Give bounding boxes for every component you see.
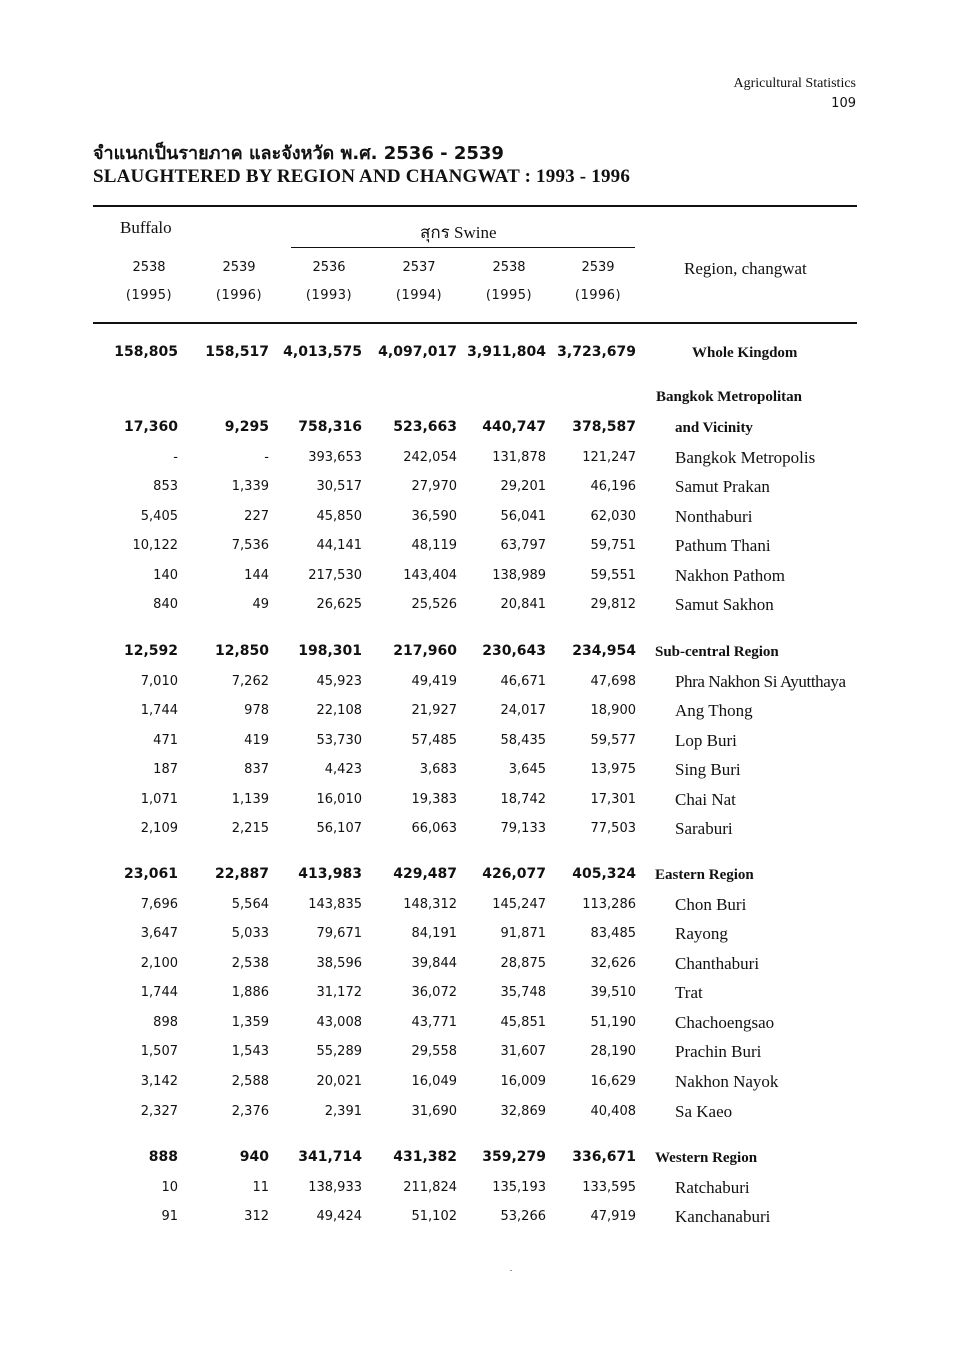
year-header-swine-1994: 2537 (1994) [395,260,443,303]
cell-swine-1993: 4,423 [324,762,362,777]
cell-buffalo-1995: 158,805 [114,344,178,360]
cell-buffalo-1996: 22,887 [214,866,269,882]
cell-swine-1996: 133,595 [582,1180,636,1195]
cell-swine-1995: 56,041 [500,509,546,524]
cell-swine-1994: 31,690 [411,1104,457,1119]
cell-swine-1993: 413,983 [298,866,362,882]
cell-swine-1995: 32,869 [500,1104,546,1119]
cell-swine-1994: 25,526 [411,597,457,612]
row-label: Ratchaburi [675,1178,750,1197]
cell-swine-1995: 31,607 [500,1044,546,1059]
cell-swine-1996: 47,698 [590,674,636,689]
row-label: Chon Buri [675,895,747,914]
cell-buffalo-1995: 853 [153,479,178,494]
table-row [0,1100,966,1126]
cell-swine-1994: 429,487 [393,866,457,882]
cell-swine-1993: 45,923 [316,674,362,689]
cell-buffalo-1996: 5,564 [231,897,269,912]
table-row [0,817,966,843]
table-row [0,475,966,501]
row-label: Prachin Buri [675,1042,762,1061]
cell-swine-1993: 43,008 [316,1015,362,1030]
cell-swine-1993: 22,108 [316,703,362,718]
table-row [0,1011,966,1037]
row-label: Sub-central Region [655,644,779,660]
cell-swine-1993: 38,596 [316,956,362,971]
row-label: Sing Buri [675,760,741,779]
cell-buffalo-1995: 2,109 [140,821,178,836]
row-label: Lop Buri [675,731,737,750]
cell-swine-1994: 4,097,017 [378,344,457,360]
table-row [0,1070,966,1096]
cell-buffalo-1996: 144 [244,568,269,583]
cell-swine-1994: 57,485 [411,733,457,748]
cell-buffalo-1996: 9,295 [224,419,269,435]
cell-swine-1996: 62,030 [590,509,636,524]
row-label: Sa Kaeo [675,1102,733,1121]
table-row [0,699,966,725]
cell-swine-1994: 48,119 [411,538,457,553]
cell-swine-1995: 45,851 [500,1015,546,1030]
cell-swine-1993: 31,172 [316,985,362,1000]
row-label: Rayong [675,924,728,943]
table-row [0,1040,966,1066]
cell-swine-1993: 198,301 [298,643,362,659]
cell-swine-1993: 138,933 [308,1180,362,1195]
table-top-rule [93,205,857,207]
cell-swine-1996: 13,975 [590,762,636,777]
cell-buffalo-1996: 7,262 [231,674,269,689]
cell-buffalo-1995: 3,647 [140,926,178,941]
row-label: Kanchanaburi [675,1207,771,1226]
cell-swine-1996: 46,196 [590,479,636,494]
swine-column-group-label: สุกร Swine [420,223,497,242]
cell-buffalo-1996: 1,139 [231,792,269,807]
cell-swine-1995: 3,911,804 [467,344,546,360]
cell-buffalo-1996: 2,376 [231,1104,269,1119]
cell-buffalo-1996: 2,538 [231,956,269,971]
row-label: Whole Kingdom [692,345,798,361]
cell-buffalo-1996: 978 [244,703,269,718]
cell-swine-1993: 16,010 [316,792,362,807]
cell-swine-1995: 53,266 [500,1209,546,1224]
year-header-swine-1996: 2539 (1996) [574,260,622,303]
cell-swine-1996: 59,577 [590,733,636,748]
cell-swine-1994: 51,102 [411,1209,457,1224]
table-row [0,446,966,472]
cell-buffalo-1996: 1,359 [231,1015,269,1030]
cell-swine-1995: 58,435 [500,733,546,748]
row-label: Eastern Region [655,867,754,883]
cell-buffalo-1996: 7,536 [231,538,269,553]
cell-swine-1996: 32,626 [590,956,636,971]
publication-title: Agricultural Statistics [733,76,856,91]
cell-buffalo-1996: 419 [244,733,269,748]
cell-buffalo-1996: 158,517 [205,344,269,360]
cell-swine-1996: 77,503 [590,821,636,836]
table-row [0,981,966,1007]
cell-buffalo-1996: 2,215 [231,821,269,836]
cell-swine-1995: 29,201 [500,479,546,494]
cell-swine-1994: 21,927 [411,703,457,718]
row-label: Nakhon Nayok [675,1072,779,1091]
cell-buffalo-1996: 1,886 [231,985,269,1000]
table-row [0,729,966,755]
table-row [0,670,966,696]
cell-buffalo-1995: 3,142 [140,1074,178,1089]
cell-buffalo-1996: 312 [244,1209,269,1224]
cell-swine-1993: 30,517 [316,479,362,494]
row-label: Chai Nat [675,790,736,809]
table-row [0,640,966,666]
cell-swine-1996: 234,954 [572,643,636,659]
year-header-swine-1993: 2536 (1993) [305,260,353,303]
cell-swine-1993: 20,021 [316,1074,362,1089]
cell-buffalo-1995: 1,507 [140,1044,178,1059]
table-row [0,505,966,531]
row-label: Nakhon Pathom [675,566,786,585]
cell-swine-1994: 43,771 [411,1015,457,1030]
region-column-header: Region, changwat [684,259,807,278]
table-row [0,922,966,948]
year-header-buffalo-1996: 2539 (1996) [215,260,263,303]
buffalo-column-group-label: Buffalo [120,218,172,237]
table-row [0,1176,966,1202]
cell-swine-1996: 3,723,679 [557,344,636,360]
cell-swine-1993: 45,850 [316,509,362,524]
cell-swine-1993: 143,835 [308,897,362,912]
cell-swine-1995: 138,989 [492,568,546,583]
cell-buffalo-1995: 888 [148,1149,178,1165]
cell-swine-1996: 378,587 [572,419,636,435]
cell-swine-1996: 51,190 [590,1015,636,1030]
cell-swine-1993: 341,714 [298,1149,362,1165]
cell-swine-1995: 426,077 [482,866,546,882]
table-row [0,788,966,814]
cell-swine-1995: 35,748 [500,985,546,1000]
table-row [0,416,966,442]
cell-swine-1994: 29,558 [411,1044,457,1059]
cell-swine-1996: 405,324 [572,866,636,882]
cell-swine-1995: 145,247 [492,897,546,912]
cell-swine-1996: 39,510 [590,985,636,1000]
cell-buffalo-1995: 12,592 [123,643,178,659]
table-header-rule [93,322,857,324]
region-label-line1: Bangkok Metropolitan [656,389,802,405]
cell-swine-1994: 36,590 [411,509,457,524]
table-row [0,893,966,919]
cell-buffalo-1996: 49 [252,597,269,612]
row-label: Saraburi [675,819,733,838]
cell-buffalo-1996: 5,033 [231,926,269,941]
table-row [0,534,966,560]
cell-swine-1994: 242,054 [403,450,457,465]
cell-buffalo-1995: 1,744 [140,985,178,1000]
row-label: Nonthaburi [675,507,753,526]
cell-swine-1994: 148,312 [403,897,457,912]
running-header [734,74,856,114]
cell-swine-1995: 131,878 [492,450,546,465]
year-header-buffalo-1995: 2538 (1995) [125,260,173,303]
cell-swine-1993: 44,141 [316,538,362,553]
cell-swine-1994: 431,382 [393,1149,457,1165]
cell-swine-1995: 440,747 [482,419,546,435]
cell-buffalo-1995: 187 [153,762,178,777]
row-label: Trat [675,983,703,1002]
cell-buffalo-1995: 5,405 [140,509,178,524]
cell-swine-1995: 20,841 [500,597,546,612]
cell-swine-1995: 91,871 [500,926,546,941]
table-row [0,863,966,889]
cell-buffalo-1995: 10,122 [132,538,178,553]
cell-swine-1996: 59,551 [590,568,636,583]
cell-swine-1995: 230,643 [482,643,546,659]
cell-swine-1993: 2,391 [324,1104,362,1119]
cell-swine-1994: 36,072 [411,985,457,1000]
cell-swine-1994: 523,663 [393,419,457,435]
cell-swine-1995: 28,875 [500,956,546,971]
cell-buffalo-1995: 471 [153,733,178,748]
cell-swine-1994: 16,049 [411,1074,457,1089]
cell-swine-1996: 336,671 [572,1149,636,1165]
cell-swine-1996: 40,408 [590,1104,636,1119]
cell-swine-1995: 135,193 [492,1180,546,1195]
scan-speck [510,1270,512,1271]
cell-swine-1994: 49,419 [411,674,457,689]
table-title-english: SLAUGHTERED BY REGION AND CHANGWAT : 1993 - 1996 [93,166,631,187]
cell-swine-1995: 46,671 [500,674,546,689]
cell-swine-1996: 29,812 [590,597,636,612]
cell-swine-1994: 84,191 [411,926,457,941]
cell-buffalo-1995: 91 [161,1209,178,1224]
cell-buffalo-1996: - [264,450,269,465]
row-label: Chanthaburi [675,954,760,973]
cell-swine-1995: 18,742 [500,792,546,807]
cell-swine-1995: 24,017 [500,703,546,718]
cell-buffalo-1995: 1,744 [140,703,178,718]
cell-swine-1996: 113,286 [582,897,636,912]
row-label: Phra Nakhon Si Ayutthaya [675,672,846,691]
cell-buffalo-1996: 12,850 [214,643,269,659]
cell-swine-1995: 359,279 [482,1149,546,1165]
cell-buffalo-1996: 227 [244,509,269,524]
cell-buffalo-1996: 1,543 [231,1044,269,1059]
cell-buffalo-1995: 898 [153,1015,178,1030]
cell-swine-1993: 79,671 [316,926,362,941]
cell-buffalo-1995: 2,327 [140,1104,178,1119]
cell-swine-1994: 39,844 [411,956,457,971]
cell-swine-1993: 393,653 [308,450,362,465]
table-row [0,952,966,978]
row-label: Ang Thong [675,701,753,720]
swine-group-rule [291,247,635,248]
table-row [0,758,966,784]
cell-swine-1996: 18,900 [590,703,636,718]
table-row [0,593,966,619]
cell-buffalo-1996: 11 [252,1180,269,1195]
cell-buffalo-1996: 940 [239,1149,269,1165]
cell-buffalo-1995: 140 [153,568,178,583]
cell-buffalo-1995: 23,061 [123,866,178,882]
cell-swine-1993: 53,730 [316,733,362,748]
cell-swine-1996: 83,485 [590,926,636,941]
cell-swine-1996: 28,190 [590,1044,636,1059]
cell-swine-1993: 4,013,575 [283,344,362,360]
cell-swine-1993: 758,316 [298,419,362,435]
page-number: 109 [831,96,856,111]
cell-buffalo-1995: 840 [153,597,178,612]
cell-swine-1994: 19,383 [411,792,457,807]
cell-buffalo-1996: 2,588 [231,1074,269,1089]
row-label: and Vicinity [675,420,753,436]
cell-swine-1996: 16,629 [590,1074,636,1089]
row-label: Pathum Thani [675,536,771,555]
cell-buffalo-1995: 17,360 [123,419,178,435]
cell-swine-1994: 143,404 [403,568,457,583]
cell-buffalo-1995: 2,100 [140,956,178,971]
cell-swine-1993: 49,424 [316,1209,362,1224]
cell-swine-1994: 27,970 [411,479,457,494]
cell-buffalo-1995: 7,010 [140,674,178,689]
cell-swine-1995: 16,009 [500,1074,546,1089]
row-label: Chachoengsao [675,1013,775,1032]
cell-swine-1995: 79,133 [500,821,546,836]
cell-swine-1996: 47,919 [590,1209,636,1224]
cell-swine-1996: 121,247 [582,450,636,465]
cell-buffalo-1995: - [173,450,178,465]
cell-swine-1994: 217,960 [393,643,457,659]
cell-swine-1994: 66,063 [411,821,457,836]
cell-swine-1994: 3,683 [419,762,457,777]
cell-buffalo-1995: 7,696 [140,897,178,912]
cell-swine-1993: 26,625 [316,597,362,612]
cell-swine-1995: 3,645 [508,762,546,777]
row-label: Western Region [655,1150,758,1166]
row-label: Bangkok Metropolis [675,448,816,467]
table-row [0,1146,966,1172]
cell-swine-1996: 59,751 [590,538,636,553]
cell-buffalo-1996: 837 [244,762,269,777]
cell-buffalo-1996: 1,339 [231,479,269,494]
cell-swine-1993: 217,530 [308,568,362,583]
table-title-thai: จำแนกเป็นรายภาค และจังหวัด พ.ศ. 2536 - 2539 [93,143,504,164]
cell-swine-1994: 211,824 [403,1180,457,1195]
cell-swine-1993: 55,289 [316,1044,362,1059]
row-label: Samut Sakhon [675,595,774,614]
year-header-swine-1995: 2538 (1995) [485,260,533,303]
table-row [0,564,966,590]
table-row [0,341,966,367]
cell-swine-1995: 63,797 [500,538,546,553]
row-label: Samut Prakan [675,477,770,496]
cell-buffalo-1995: 1,071 [140,792,178,807]
table-row [0,1205,966,1231]
cell-swine-1996: 17,301 [590,792,636,807]
cell-swine-1993: 56,107 [316,821,362,836]
cell-buffalo-1995: 10 [161,1180,178,1195]
